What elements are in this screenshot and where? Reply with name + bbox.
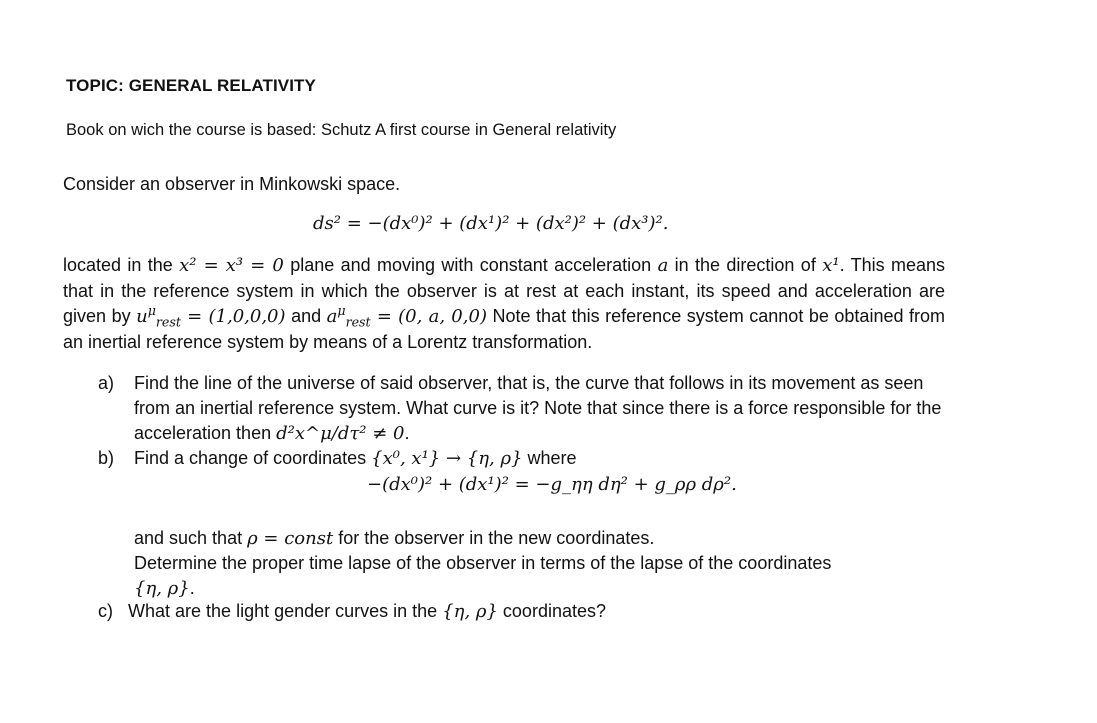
velocity-symbol: u: [136, 306, 148, 327]
para-text-1: located in the: [63, 255, 180, 275]
intro-sentence: Consider an observer in Minkowski space.: [63, 174, 401, 194]
para-math-velocity: [136, 303, 286, 330]
question-list: [98, 371, 948, 471]
coordinate-equation: −(dx⁰)² + (dx¹)² = −g_ηη dη² + g_ρρ dρ².: [367, 474, 737, 495]
para-text-2: plane and moving with constant acceleration: [283, 255, 658, 275]
question-b-tail: where: [522, 448, 577, 468]
question-a-math: d²x^μ/dτ² ≠ 0: [276, 423, 405, 444]
question-c-marker: c): [98, 601, 113, 621]
question-a-tail: .: [404, 423, 410, 443]
para-text-3: in the direction of: [668, 255, 823, 275]
question-b-continuation: [134, 526, 934, 601]
accel-subscript: rest: [345, 314, 371, 330]
cont-math-coords: {η, ρ}: [134, 578, 190, 599]
velocity-value: = (1,0,0,0): [180, 306, 286, 327]
para-text-5: and: [285, 306, 327, 326]
question-b-text: Find a change of coordinates: [134, 448, 372, 468]
cont-text-2: for the observer in the new coordinates.: [333, 528, 655, 548]
question-b-math: {x⁰, x¹} → {η, ρ}: [371, 448, 523, 469]
continuation-line-3: [134, 576, 934, 601]
velocity-subscript: rest: [155, 314, 181, 330]
continuation-line-2: [134, 551, 934, 576]
question-b: [98, 446, 948, 471]
cont-text-3: Determine the proper time lapse of the observer in terms of the lapse of the coordinates: [134, 553, 832, 573]
question-a-text: Find the line of the universe of said observer, that is, the curve that follows in its movement as seen from an inertial reference system. What curve is it? Note that since there is a force responsible for the acceleration then: [134, 373, 942, 443]
para-text-6: Note that this reference system cannot be obtained from an inertial reference system by means of a Lorentz transformation.: [63, 306, 946, 352]
continuation-line-1: [134, 526, 934, 551]
para-text-4: . This means that in the reference system in which the observer is at rest at each instant, its speed and acceleration are given by: [63, 255, 945, 326]
question-c-text: What are the light gender curves in the: [128, 601, 443, 621]
question-a: [98, 371, 948, 446]
problem-paragraph: [63, 253, 945, 355]
question-c-tail: coordinates?: [497, 601, 606, 621]
accel-index: μ: [337, 303, 346, 318]
question-c: [98, 601, 606, 622]
para-math-accel-vector: [326, 303, 487, 330]
para-math-direction: x¹: [822, 255, 840, 276]
para-math-plane: x² = x³ = 0: [179, 255, 284, 276]
para-math-acceleration: a: [657, 255, 669, 276]
question-c-math: {η, ρ}: [442, 601, 498, 622]
accel-value: = (0, a, 0,0): [370, 306, 487, 327]
book-reference: Book on wich the course is based: Schutz A first course in General relativity: [66, 121, 617, 139]
question-b-marker: b): [98, 448, 115, 468]
topic-heading: TOPIC: GENERAL RELATIVITY: [66, 76, 316, 95]
cont-text-1: and such that: [134, 528, 248, 548]
question-a-marker: a): [98, 373, 115, 393]
metric-equation: ds² = −(dx⁰)² + (dx¹)² + (dx²)² + (dx³)².: [313, 213, 669, 234]
accel-symbol: a: [326, 306, 338, 327]
cont-text-4: .: [189, 578, 195, 598]
velocity-index: μ: [147, 303, 156, 318]
cont-math-rho: ρ = const: [247, 528, 334, 549]
